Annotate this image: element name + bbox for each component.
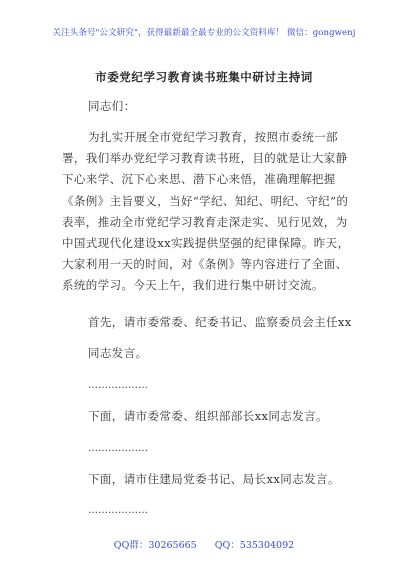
salutation: 同志们： — [88, 99, 136, 113]
speaker-1-line-1: 首先，请市委常委、纪委书记、监察委员会主任xx — [88, 315, 352, 329]
footer-qq: QQ：535304092 — [214, 540, 295, 551]
footer-qq-group: QQ群：30265665 — [113, 540, 197, 551]
header-note: 关注头条号"公文研究"，获得最新最全最专业的公文资料库！ 微信：gongwenj — [52, 28, 356, 38]
speaker-1-line-2: 同志发言。 — [88, 346, 148, 360]
ellipsis-3: ……………… — [88, 505, 148, 516]
opening-paragraph: 为扎实开展全市党纪学习教育，按照市委统一部署，我们举办党纪学习教育读书班，目的就是让大家静下心来学、沉下心来思、潜下心来悟，准确理解把握《条例》主旨要义，当好“学纪、知纪、明纪、守纪”的表率，推动全市党纪学习教育走深走实、见行见效，为中国式现代化建设xx实践提供坚强的纪律保障。昨天，大家利用一天的时间，对《条例》等内容进行了全面、系统的学习。今天上午，我们进行集中研讨交流。 — [62, 130, 350, 293]
speaker-2-line: 下面，请市委常委、组织部部长xx同志发言。 — [88, 409, 328, 423]
document-title: 市委党纪学习教育读书班集中研讨主持词 — [95, 70, 313, 84]
ellipsis-2: ……………… — [88, 443, 148, 454]
footer-note — [0, 537, 408, 551]
ellipsis-1: ……………… — [88, 380, 148, 391]
speaker-3-line: 下面，请市住建局党委书记、局长xx同志发言。 — [88, 472, 340, 486]
